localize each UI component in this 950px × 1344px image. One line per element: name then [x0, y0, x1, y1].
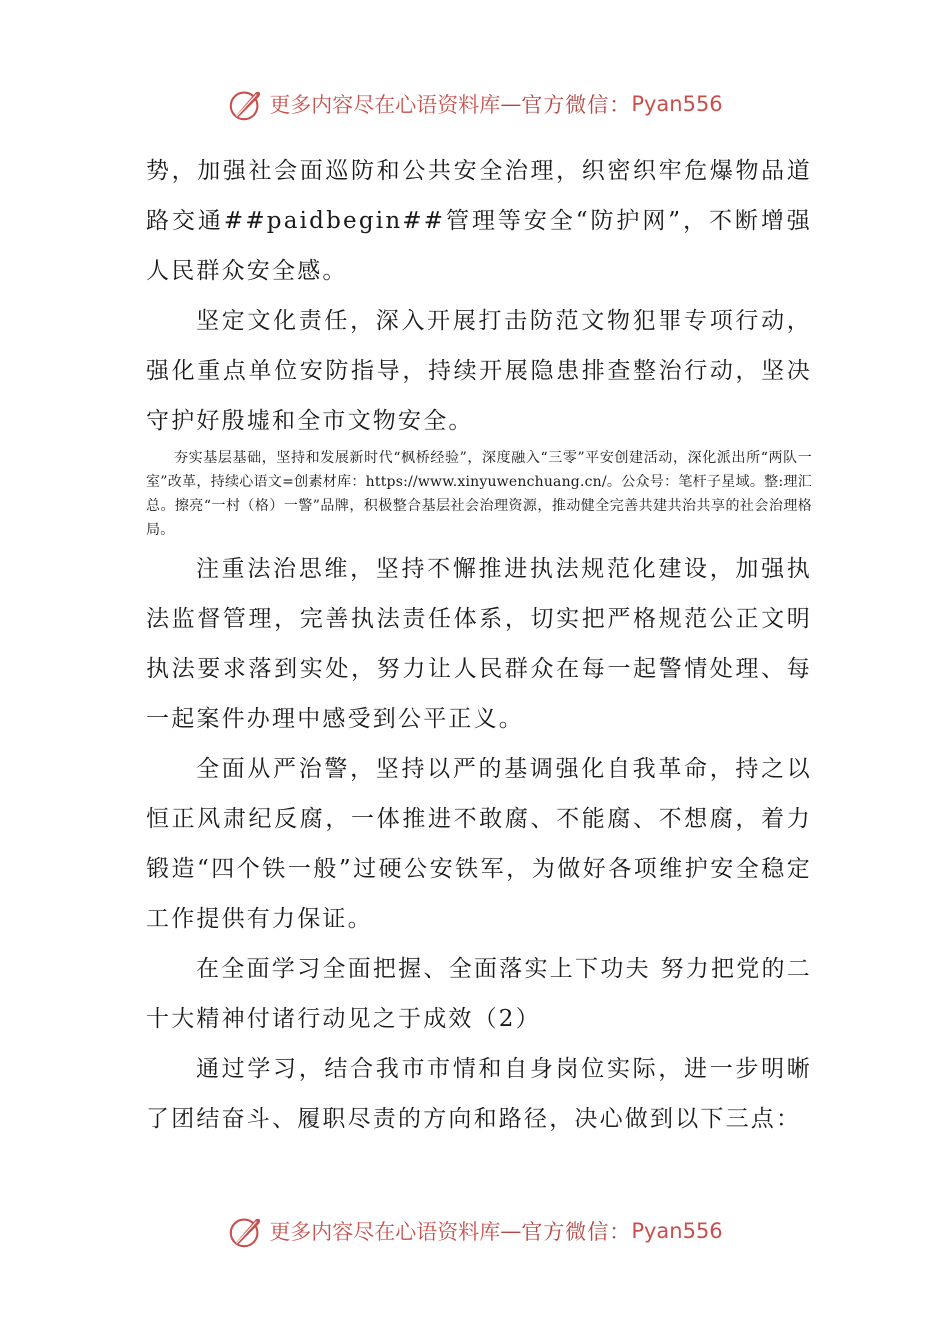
- quill-pen-icon: [227, 85, 265, 123]
- footer-watermark: [0, 1211, 950, 1251]
- paragraph-6-heading: 在全面学习全面把握、全面落实上下功夫 努力把党的二十大精神付诸行动见之于成效（2）: [146, 956, 812, 1032]
- paragraph-1: 势，加强社会面巡防和公共安全治理，织密织牢危爆物品道路交通##paidbegin##管理等安全“防护网”，不断增强人民群众安全感。: [146, 158, 812, 284]
- watermark-wechat-id: Pyan556: [631, 92, 723, 116]
- watermark-wechat-label: 官方微信：: [521, 1220, 632, 1244]
- paragraph-3-small: 夯实基层基础，坚持和发展新时代“枫桥经验”，深度融入“三零”平安创建活动，深化派出所“两队一室”改革，持续心语文=创素材库：https://www.xinyuwenchuang.cn/。公众号：笔杆子星域。整:理汇总。擦亮“一村（格）一警”品牌，积极整合基层社会治理资源，推动健全完善共建共治共享的社会治理格局。: [146, 450, 812, 538]
- quill-pen-icon: [227, 1212, 265, 1250]
- watermark-dash: —: [500, 1219, 522, 1243]
- header-watermark: [0, 84, 950, 124]
- paragraph-2: 坚定文化责任，深入开展打击防范文物犯罪专项行动，强化重点单位安防指导，持续开展隐患排查整治行动，坚决守护好殷墟和全市文物安全。: [146, 308, 812, 434]
- paragraph-5: 全面从严治警，坚持以严的基调强化自我革命，持之以恒正风肃纪反腐，一体推进不敢腐、不能腐、不想腐，着力锻造“四个铁一般”过硬公安铁军，为做好各项维护安全稳定工作提供有力保证。: [146, 756, 812, 932]
- paragraph-7: 通过学习，结合我市市情和自身岗位实际，进一步明晰了团结奋斗、履职尽责的方向和路径，决心做到以下三点：: [146, 1056, 812, 1132]
- watermark-text: 更多内容尽在心语资料库: [269, 93, 501, 117]
- watermark-wechat-id: Pyan556: [631, 1219, 723, 1243]
- watermark-text: 更多内容尽在心语资料库: [269, 1220, 501, 1244]
- watermark-wechat-label: 官方微信：: [521, 93, 632, 117]
- watermark-dash: —: [500, 92, 522, 116]
- paragraph-4: 注重法治思维，坚持不懈推进执法规范化建设，加强执法监督管理，完善执法责任体系，切实把严格规范公正文明执法要求落到实处，努力让人民群众在每一起警情处理、每一起案件办理中感受到公平正义。: [146, 556, 812, 732]
